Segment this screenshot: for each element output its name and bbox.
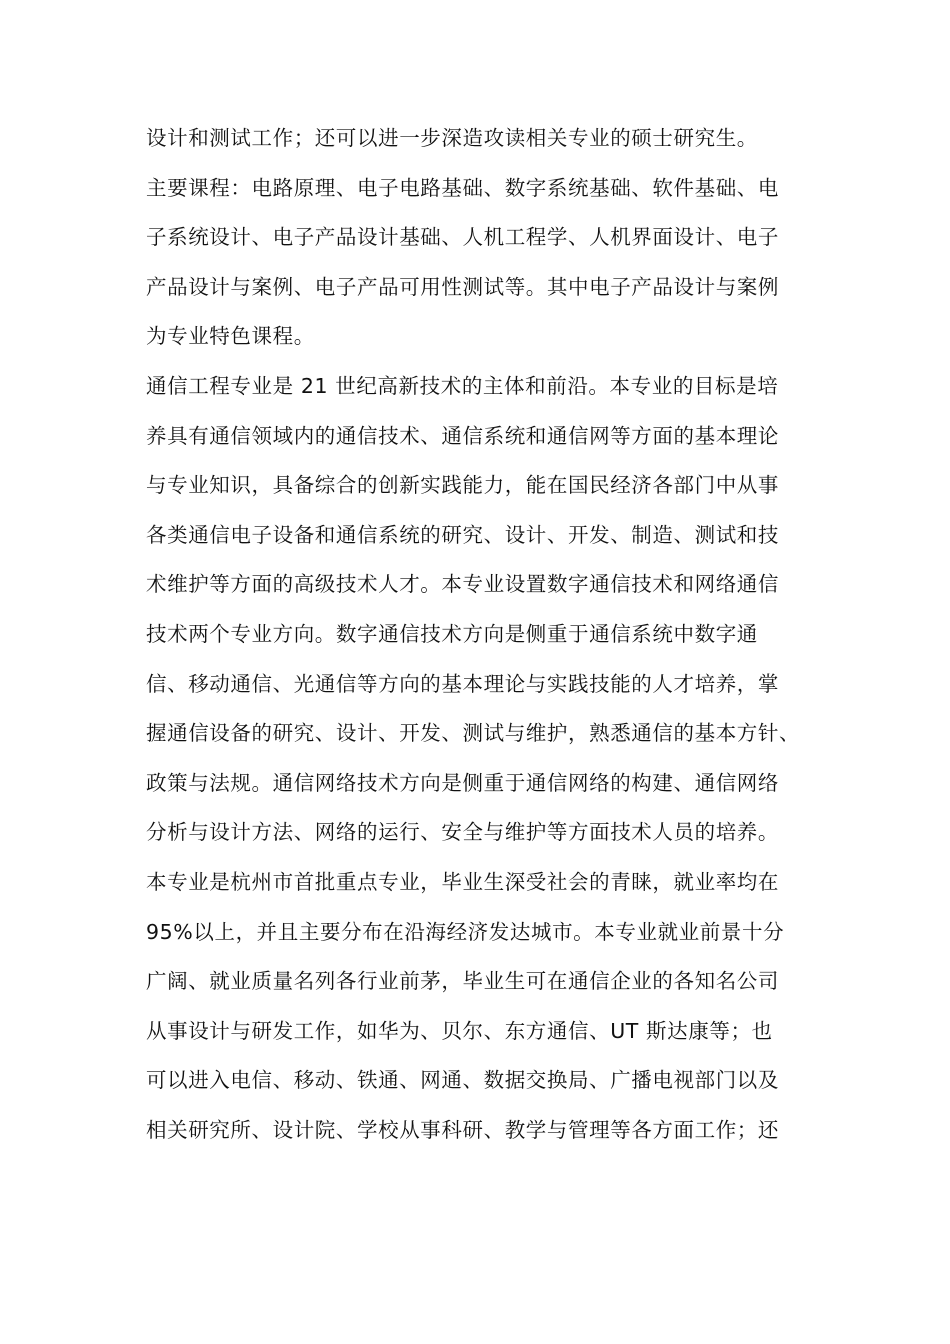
text-line: 可以进入电信、移动、铁通、网通、数据交换局、广播电视部门以及: [146, 1068, 779, 1093]
text-line: 术维护等方面的高级技术人才。本专业设置数字通信技术和网络通信: [146, 572, 779, 597]
text-line: 通信工程专业是 21 世纪高新技术的主体和前沿。本专业的目标是培: [146, 373, 779, 398]
text-line: 设计和测试工作；还可以进一步深造攻读相关专业的硕士研究生。: [146, 126, 758, 150]
text-line: 信、移动通信、光通信等方向的基本理论与实践技能的人才培养，掌: [146, 671, 779, 696]
text-line: 主要课程：电路原理、电子电路基础、数字系统基础、软件基础、电: [146, 175, 779, 200]
text-line: 握通信设备的研究、设计、开发、测试与维护，熟悉通信的基本方针、: [146, 721, 801, 746]
text-line: 与专业知识，具备综合的创新实践能力，能在国民经济各部门中从事: [146, 473, 779, 498]
text-line: 子系统设计、电子产品设计基础、人机工程学、人机界面设计、电子: [146, 225, 779, 250]
text-line: 各类通信电子设备和通信系统的研究、设计、开发、制造、测试和技: [146, 522, 779, 547]
text-line: 95%以上，并且主要分布在沿海经济发达城市。本专业就业前景十分: [146, 919, 785, 944]
text-line: 从事设计与研发工作，如华为、贝尔、东方通信、UT 斯达康等；也: [146, 1018, 773, 1043]
text-line: 技术两个专业方向。数字通信技术方向是侧重于通信系统中数字通: [146, 621, 758, 646]
text-line: 本专业是杭州市首批重点专业，毕业生深受社会的青睐，就业率均在: [146, 869, 779, 894]
text-line: 政策与法规。通信网络技术方向是侧重于通信网络的构建、通信网络: [146, 770, 779, 795]
text-line: 分析与设计方法、网络的运行、安全与维护等方面技术人员的培养。: [146, 820, 779, 845]
text-line: 为专业特色课程。: [146, 324, 315, 349]
text-line: 产品设计与案例、电子产品可用性测试等。其中电子产品设计与案例: [146, 274, 779, 299]
document-body: [146, 114, 816, 1155]
text-line: 广阔、就业质量名列各行业前茅，毕业生可在通信企业的各知名公司: [146, 969, 779, 994]
text-line: 养具有通信领域内的通信技术、通信系统和通信网等方面的基本理论: [146, 423, 779, 448]
text-line: 相关研究所、设计院、学校从事科研、教学与管理等各方面工作；还: [146, 1117, 779, 1142]
